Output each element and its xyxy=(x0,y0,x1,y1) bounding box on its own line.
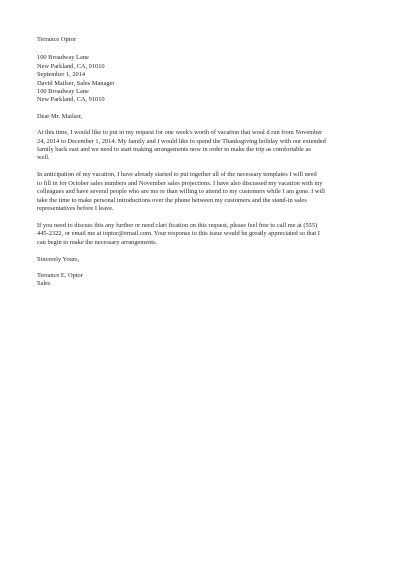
sender-name: Terrance Optor xyxy=(37,36,76,43)
paragraph-contact xyxy=(37,222,370,247)
signature-block xyxy=(37,272,370,289)
closing: Sincerely Yours, xyxy=(37,255,80,263)
paragraph-line: family back east and we need to start making arrangements now in order to make the trip as comfortable as xyxy=(37,146,311,154)
sender-city: New Parkland, CA, 91010 xyxy=(37,62,105,70)
letter-date: September 1, 2014 xyxy=(37,71,86,79)
paragraph-line: At this time, I would like to put in my request for one week's worth of vacation that woul d run from November xyxy=(37,129,323,137)
recipient-street: 100 Broadway Lane xyxy=(37,88,89,96)
paragraph-line: colleagues and have several people who are mo re than willing to attend to my customers while I am gone. I will xyxy=(37,188,325,196)
paragraph-line: to fill in for October sales numbers and November sales projections. I have also discussed my vacation with my xyxy=(37,179,323,187)
letter-body xyxy=(37,36,370,289)
paragraph-vacation-request xyxy=(37,129,370,163)
signature-name: Terrance E. Optor xyxy=(37,272,83,280)
paragraph-line: representatives before I leave. xyxy=(37,205,114,212)
recipient-city: New Parkland, CA, 91010 xyxy=(37,96,105,104)
recipient-name-title: David Mailser, Sales Manager xyxy=(37,79,115,87)
paragraph-line: In anticipation of my vacation, I have already started to put together all of the necessary templates I will need xyxy=(37,171,317,179)
paragraph-line: take the time to make personal introductions over the phone between my customers and the stand-in sales xyxy=(37,196,307,204)
paragraph-line: 445-2322, or email me at toptor@email.com. Your response to this issue would be greatly appreciated so that I xyxy=(37,230,320,238)
signature-title: Sales xyxy=(37,280,51,288)
paragraph-preparations xyxy=(37,171,370,213)
paragraph-line: 24, 2014 to December 1, 2014. My family and I would like to spend the Thanksgiving holiday with our extended xyxy=(37,137,326,145)
paragraph-line: can begin to make the necessary arrangements. xyxy=(37,238,158,246)
address-block xyxy=(37,54,370,104)
paragraph-line: well. xyxy=(37,154,50,162)
paragraph-line: If you need to discuss this any further or need clari fication on this request, please feel free to call me at (555) xyxy=(37,221,318,229)
sender-street: 100 Broadway Lane xyxy=(37,54,89,62)
salutation: Dear Mr. Mailser, xyxy=(37,112,83,120)
